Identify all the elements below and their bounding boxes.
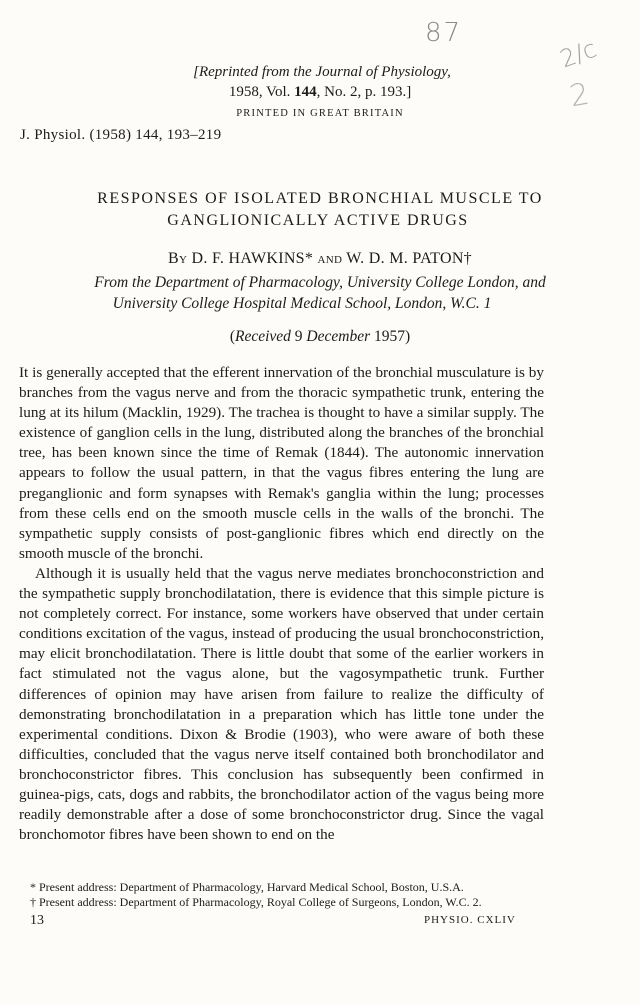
handwritten-annotation-faint: 2 — [567, 76, 592, 115]
running-footer: PHYSIO. CXLIV — [424, 914, 516, 926]
journal-citation: J. Physiol. (1958) 144, 193–219 — [20, 127, 222, 143]
reprint-notice-line1: [Reprinted from the Journal of Physiology, — [193, 64, 451, 80]
page-number: 13 — [30, 913, 44, 928]
author-line: By D. F. HAWKINS* and W. D. M. PATON† — [168, 250, 472, 267]
handwritten-annotation: 2/c — [556, 34, 601, 74]
article-body — [19, 363, 544, 845]
body-paragraph: It is generally accepted that the efferent innervation of the bronchial musculature is by branches from the vagus nerve and from the thoracic sympathetic trunk, entering the lung at its hilum (Macklin, 1929). The trachea is thought to have a similar supply. The existence of ganglion cells in the lung, distributed along the branches of the bronchial tree, has been known since the time of Remak (1844). The autonomic innervation appears to follow the usual pattern, in that the vagus fibres entering the lung are preganglionic and form synapses with Remak's ganglia within the lung; processes from these cells end on the smooth muscle cells in the walls of the bronchi. The sympathetic supply consists of post-ganglionic fibres which end directly on the smooth muscle of the bronchi. — [19, 364, 544, 562]
author-hawkins: D. F. HAWKINS* — [191, 250, 314, 267]
article-title-line1: RESPONSES OF ISOLATED BRONCHIAL MUSCLE TO — [97, 190, 543, 207]
footnote-paton: † Present address: Department of Pharmacology, Royal College of Surgeons, London, W.C. 2. — [30, 895, 482, 909]
printed-in-notice: PRINTED IN GREAT BRITAIN — [236, 108, 404, 119]
volume-number: 144 — [294, 84, 317, 100]
footnote-hawkins: * Present address: Department of Pharmacology, Harvard Medical School, Boston, U.S.A. — [30, 880, 464, 894]
article-title-line2: GANGLIONICALLY ACTIVE DRUGS — [167, 212, 469, 229]
reprint-notice-line2: 1958, Vol. 144, No. 2, p. 193.] — [228, 84, 412, 100]
body-paragraph: Although it is usually held that the vagus nerve mediates bronchoconstriction and the sympathetic supply bronchodilatation, there is evidence that this simple picture is not completely correct. For instance, some workers have observed that under certain conditions excitation of the vagus, instead of producing the usual bronchoconstriction, may elicit bronchodilatation. There is little doubt that some of the earlier workers in fact stimulated not the vagus alone, but the vagosympathetic trunk. Further differences of opinion may have arisen from failure to realize the difficulty of demonstrating bronchodilatation in a preparation which has little tone under the experimental conditions. Dixon & Brodie (1903), who were aware of both these difficulties, concluded that the vagus nerve itself contained both bronchodilator and bronchoconstrictor fibres. This conclusion has subsequently been confirmed in guinea-pigs, cats, dogs and rabbits, the bronchodilator action of the vagus being more readily demonstrable after a dose of some bronchoconstrictor drug. Since the vagal bronchomotor fibres have been shown to end on the — [19, 564, 544, 844]
received-date: (Received 9 December 1957) — [229, 328, 411, 345]
affiliation-line1: From the Department of Pharmacology, University College London, and — [94, 274, 546, 291]
author-paton: W. D. M. PATON† — [346, 250, 472, 267]
handwritten-page-number: 87 — [425, 18, 463, 48]
affiliation-line2: University College Hospital Medical School, London, W.C. 1 — [112, 295, 492, 312]
